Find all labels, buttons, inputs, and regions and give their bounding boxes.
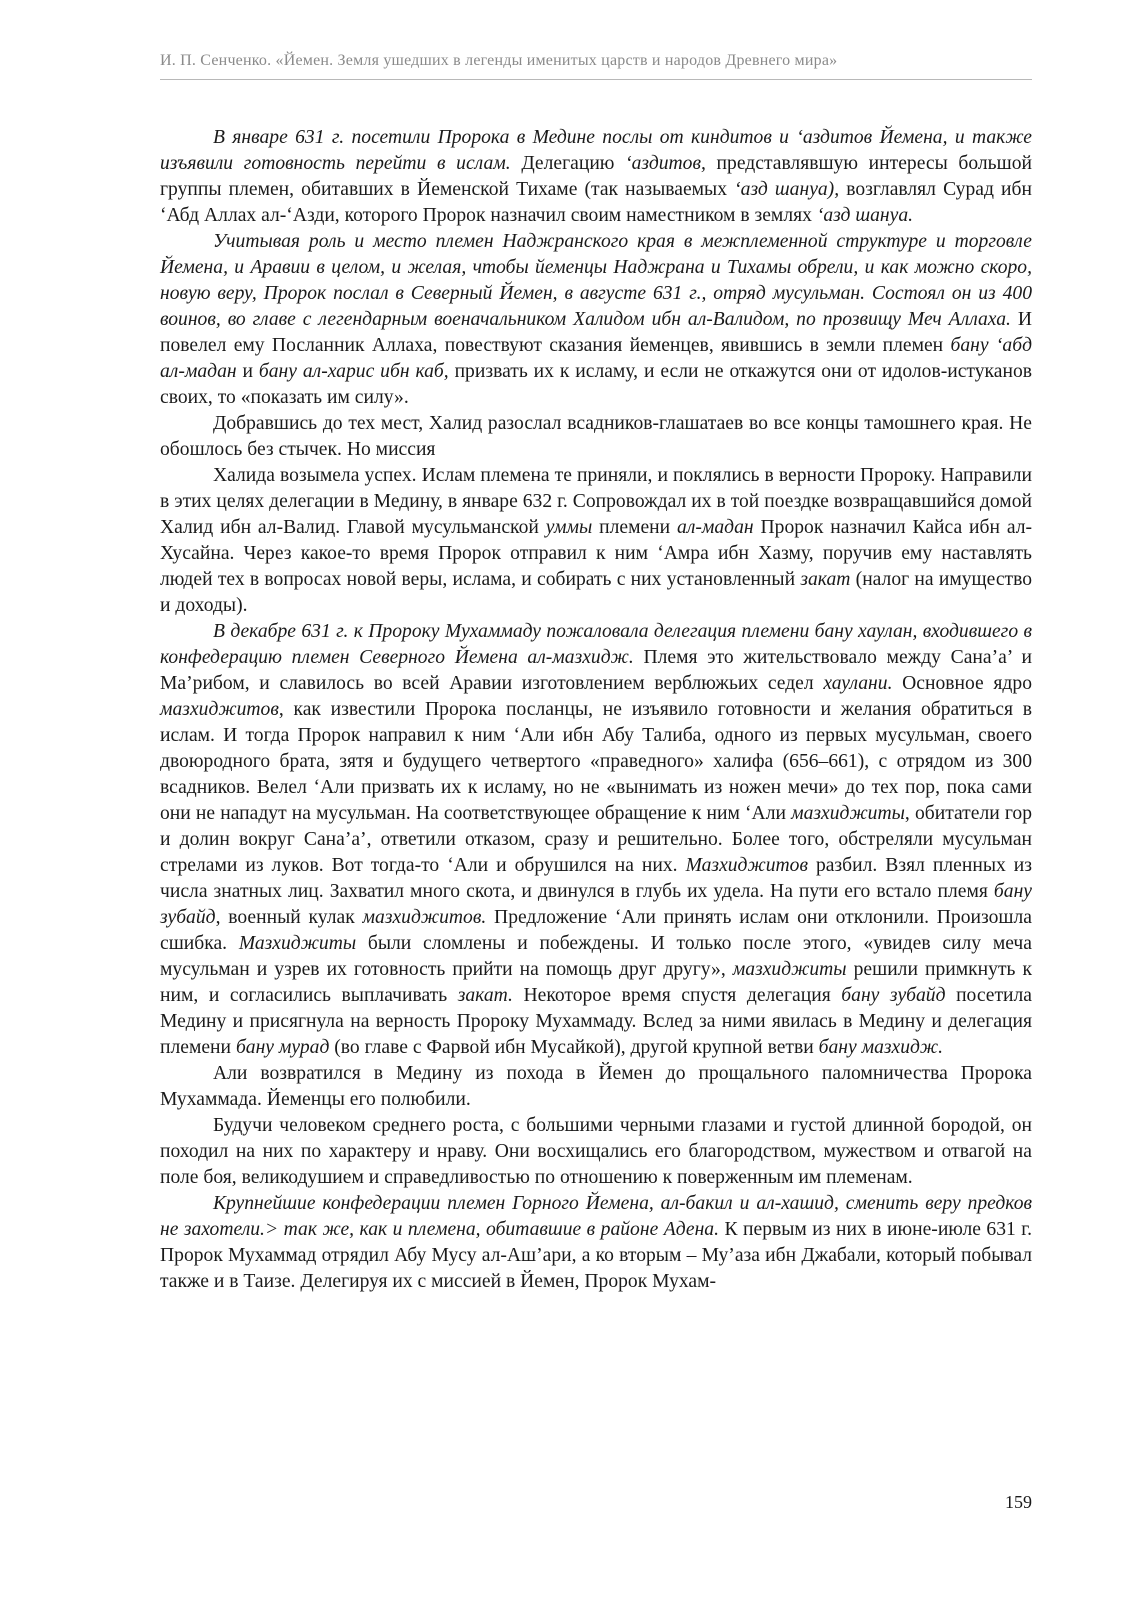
text-run: (налог на имущество и доходы). <box>160 569 1032 616</box>
italic-text-run: уммы <box>545 517 593 538</box>
text-run: , обитатели гор и долин вокруг Сана’а’, ответили отказом, сразу и решительно. Более того, обстреляли мусульман стрелами из луков. Вот тогда-то ‘Али и обрушился на них. <box>160 803 1032 876</box>
italic-text-run: мазхиджиты <box>732 959 847 980</box>
header-divider <box>160 79 1032 80</box>
text-run: Предложение ‘Али принять ислам они отклонили. Произошла сшибка. <box>160 907 1032 954</box>
text-run: (во главе с Фарвой ибн Мусайкой), другой крупной ветви <box>329 1037 819 1058</box>
running-header: И. П. Сенченко. «Йемен. Земля ушедших в легенды именитых царств и народов Древнего мира» <box>160 52 838 69</box>
text-run: Делегацию <box>510 153 626 174</box>
italic-text-run: бану мазхидж. <box>818 1037 944 1058</box>
text-run: посетила Медину и присягнула на верность Пророку Мухаммаду. Вслед за ними явилась в Медину и делегация племени <box>160 985 1032 1058</box>
italic-text-run: Крупнейшие конфедерации племен Горного Йемена, ал-бакил и ал-хашид, сменить веру предков не захотели.> так же, как и племена, обитавшие в районе Адена. <box>160 1193 1032 1240</box>
page-number: 159 <box>1005 1492 1032 1512</box>
paragraph <box>160 463 1032 619</box>
text-run: решили примкнуть к ним, и согласились выплачивать <box>160 959 1032 1006</box>
text-run: призвать их к исламу, и если не откажутся они от идолов-истуканов своих, то «показать им силу». <box>160 361 1032 408</box>
italic-text-run: мазхиджиты <box>791 803 905 824</box>
paragraph <box>160 125 1032 229</box>
italic-text-run: ‘аздитов, <box>625 153 706 174</box>
text-run: Добравшись до тех мест, Халид разослал всадников-глашатаев во все концы тамошнего края. Не обошлось без стычек. Но миссия <box>160 413 1032 460</box>
text-run: представлявшую интересы большой группы племен, обитавших в Йеменской Тихаме (так называемых <box>160 153 1032 200</box>
text-run: Некоторое время спустя делегация <box>512 985 842 1006</box>
italic-text-run: В декабре 631 г. к Пророку Мухаммаду пожаловала делегация племени бану хаулан, входившего в конфедерацию племен Северного Йемена ал-мазхидж. <box>160 621 1032 668</box>
text-run: племени <box>592 517 678 538</box>
italic-text-run: ‘азд шануа), <box>734 179 840 200</box>
paragraph <box>160 229 1032 411</box>
italic-text-run: ‘азд шануа. <box>816 205 914 226</box>
italic-text-run: Учитывая роль и место племен Наджранского края в межплеменной структуре и торговле Йемена, и Аравии в целом, и желая, чтобы йеменцы Наджрана и Тихамы обрели, и как можно скоро, новую веру, Пророк послал в Северный Йемен, в августе 631 г., отряд мусульман. Состоял он из 400 воинов, во главе с легендарным военачальником Халидом ибн ал-Валидом, по прозвищу Меч Аллаха. <box>160 231 1032 330</box>
italic-text-run: мазхиджитов. <box>362 907 487 928</box>
text-run: возглавлял Сурад ибн ‘Абд Аллах ал-‘Азди, которого Пророк назначил своим наместником в землях <box>160 179 1032 226</box>
text-run: , военный кулак <box>215 907 363 928</box>
italic-text-run: бану ал-харис ибн каб, <box>258 361 449 382</box>
text-run: Будучи человеком среднего роста, с большими черными глазами и густой длинной бородой, он походил на них по характеру и нраву. Они восхищались его благородством, мужеством и отвагой на поле боя, великодушием и справедливостью по отношению к поверженным им племенам. <box>160 1115 1032 1188</box>
body-text <box>160 125 1032 1295</box>
text-run: Али возвратился в Медину из похода в Йемен до прощального паломничества Пророка Мухаммада. Йеменцы его полюбили. <box>160 1063 1032 1110</box>
text-run: Племя это жительствовало между Сана’а’ и Ма’рибом, и славилось во всей Аравии изготовлением верблюжьих седел <box>160 647 1033 694</box>
italic-text-run: В январе 631 г. посетили Пророка в Медине послы от киндитов и ‘аздитов Йемена, и также изъявили готовность перейти в ислам. <box>160 127 1032 174</box>
paragraph <box>160 1113 1032 1191</box>
paragraph <box>160 619 1032 1061</box>
text-run: были сломлены и побеждены. И только после этого, «увидев силу меча мусульман и узрев их готовность прийти на помощь друг другу», <box>160 933 1032 980</box>
text-run: и <box>236 361 259 382</box>
italic-text-run: закат. <box>457 985 513 1006</box>
text-run: Основное ядро <box>892 673 1032 694</box>
paragraph <box>160 411 1032 463</box>
italic-text-run: Мазхиджиты <box>238 933 357 954</box>
italic-text-run: бану ‘абд ал-мадан <box>160 335 1032 382</box>
italic-text-run: мазхиджитов <box>160 699 279 720</box>
text-run: К первым из них в июне-июле 631 г. Пророк Мухаммад отрядил Абу Мусу ал-Аш’ари, а ко вторым – Му’аза ибн Джабали, который побывал также и в Таизе. Делегируя их с миссией в Йемен, Пророк Мухам- <box>160 1219 1032 1292</box>
text-run: Пророк назначил Кайса ибн ал-Хусайна. Через какое-то время Пророк отправил к ним ‘Амра ибн Хазму, поручив ему наставлять людей тех в вопросах новой веры, ислама, и собирать с них установленный <box>160 517 1032 590</box>
italic-text-run: хаулани. <box>823 673 893 694</box>
italic-text-run: бану мурад <box>235 1037 330 1058</box>
text-run: , как известили Пророка посланцы, не изъявило готовности и желания обратиться в ислам. И тогда Пророк направил к ним ‘Али ибн Абу Талиба, одного из первых мусульман, своего двоюродного брата, зятя и будущего четвертого «праведного» халифа (656–661), с отрядом из 300 всадников. Велел ‘Али призвать их к исламу, но не «вынимать из ножен мечи» до тех пор, пока сами они не нападут на мусульман. На соответствующее обращение к ним ‘Али <box>160 699 1032 824</box>
paragraph <box>160 1061 1032 1113</box>
italic-text-run: Мазхиджитов <box>685 855 808 876</box>
paragraph <box>160 1191 1032 1295</box>
text-run: И повелел ему Посланник Аллаха, повествуют сказания йеменцев, явившись в земли племен <box>160 309 1032 356</box>
italic-text-run: бану зубайд <box>841 985 946 1006</box>
text-run: Халида возымела успех. Ислам племена те приняли, и поклялись в верности Пророку. Направили в этих целях делегации в Медину, в январе 632 г. Сопровождал их в той поездке возвращавшийся домой Халид ибн ал-Валид. Главой мусульманской <box>160 465 1032 538</box>
text-run: разбил. Взял пленных из числа знатных лиц. Захватил много скота, и двинулся в глубь их удела. На пути его встало племя <box>160 855 1032 902</box>
italic-text-run: бану зубайд <box>160 881 1032 928</box>
italic-text-run: ал-мадан <box>677 517 754 538</box>
italic-text-run: закат <box>800 569 851 590</box>
